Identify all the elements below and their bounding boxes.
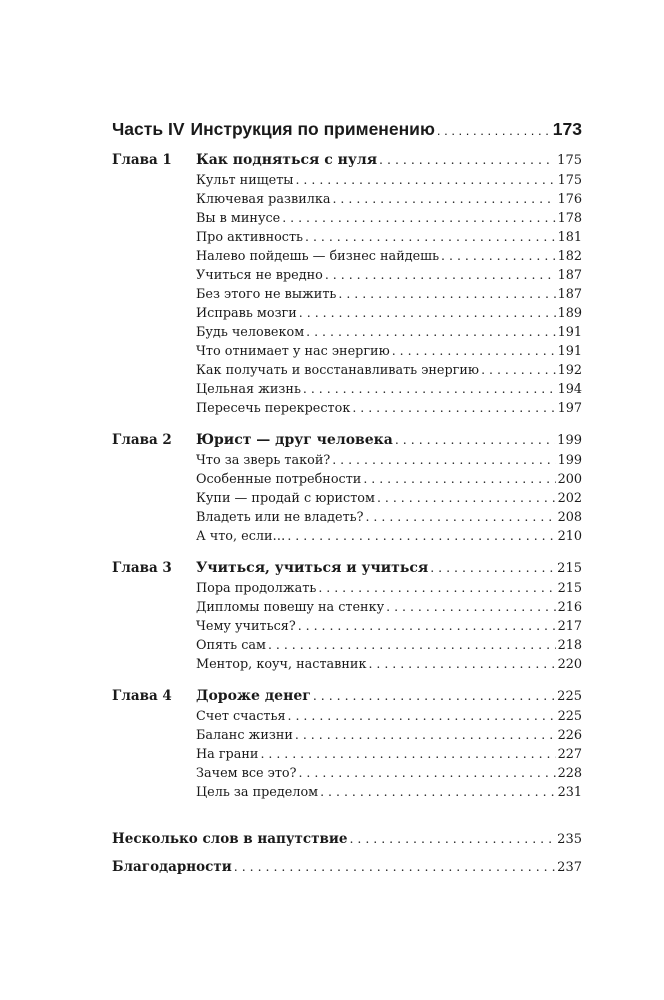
dot-leader bbox=[320, 782, 555, 801]
dot-leader bbox=[332, 450, 555, 469]
dot-leader bbox=[295, 170, 555, 189]
section-title: Без этого не выжить bbox=[196, 287, 337, 302]
dot-leader bbox=[430, 558, 555, 578]
dot-leader bbox=[368, 654, 555, 673]
chapter-block bbox=[112, 558, 582, 673]
dot-leader bbox=[260, 744, 555, 763]
final-entry-row bbox=[112, 854, 582, 880]
section-page-number: 187 bbox=[557, 287, 582, 302]
section-row bbox=[112, 360, 582, 379]
final-entry-page-number: 237 bbox=[557, 860, 582, 875]
section-page-number: 181 bbox=[557, 230, 582, 245]
part-heading-row bbox=[112, 114, 582, 144]
section-page-number: 187 bbox=[557, 268, 582, 283]
dot-leader bbox=[365, 507, 555, 526]
dot-leader bbox=[379, 150, 555, 170]
section-title: Дипломы повешу на стенку bbox=[196, 600, 385, 615]
dot-leader bbox=[395, 430, 555, 450]
dot-leader bbox=[338, 284, 555, 303]
chapter-page-number: 175 bbox=[557, 153, 582, 168]
section-row bbox=[112, 398, 582, 417]
chapter-block bbox=[112, 686, 582, 801]
section-row bbox=[112, 469, 582, 488]
dot-leader bbox=[299, 303, 556, 322]
dot-leader bbox=[234, 854, 555, 880]
dot-leader bbox=[318, 578, 555, 597]
section-page-number: 197 bbox=[557, 401, 582, 416]
section-page-number: 178 bbox=[557, 211, 582, 226]
section-row bbox=[112, 265, 582, 284]
section-row bbox=[112, 654, 582, 673]
section-title: Ключевая развилка bbox=[196, 192, 331, 207]
section-title: Будь человеком bbox=[196, 325, 305, 340]
section-title: На грани bbox=[196, 747, 259, 762]
section-title: Исправь мозги bbox=[196, 306, 297, 321]
chapter-heading-row bbox=[112, 558, 582, 578]
section-row bbox=[112, 782, 582, 801]
chapter-title: Учиться, учиться и учиться bbox=[196, 560, 429, 576]
dot-leader bbox=[288, 706, 556, 725]
final-entry-title: Несколько слов в напутствие bbox=[112, 831, 348, 847]
section-page-number: 175 bbox=[557, 173, 582, 188]
section-page-number: 215 bbox=[557, 581, 582, 596]
section-page-number: 228 bbox=[557, 766, 582, 781]
section-row bbox=[112, 246, 582, 265]
section-row bbox=[112, 725, 582, 744]
section-row bbox=[112, 189, 582, 208]
section-title: Зачем все это? bbox=[196, 766, 297, 781]
section-page-number: 191 bbox=[557, 344, 582, 359]
section-row bbox=[112, 597, 582, 616]
section-row bbox=[112, 635, 582, 654]
section-title: Пора продолжать bbox=[196, 581, 317, 596]
chapter-label: Глава 4 bbox=[112, 688, 172, 704]
section-title: Культ нищеты bbox=[196, 173, 294, 188]
section-row bbox=[112, 706, 582, 725]
dot-leader bbox=[386, 597, 555, 616]
dot-leader bbox=[441, 246, 556, 265]
section-row bbox=[112, 227, 582, 246]
section-title: Баланс жизни bbox=[196, 728, 293, 743]
section-page-number: 231 bbox=[557, 785, 582, 800]
part-page-number: 173 bbox=[552, 119, 582, 139]
section-row bbox=[112, 322, 582, 341]
part-label: Часть IV bbox=[112, 119, 185, 139]
section-row bbox=[112, 578, 582, 597]
dot-leader bbox=[325, 265, 556, 284]
section-title: Особенные потребности bbox=[196, 472, 362, 487]
dot-leader bbox=[392, 341, 556, 360]
section-page-number: 208 bbox=[557, 510, 582, 525]
dot-leader bbox=[268, 635, 556, 654]
section-row bbox=[112, 450, 582, 469]
section-page-number: 192 bbox=[557, 363, 582, 378]
section-row bbox=[112, 208, 582, 227]
dot-leader bbox=[282, 208, 555, 227]
section-row bbox=[112, 284, 582, 303]
section-page-number: 220 bbox=[557, 657, 582, 672]
section-row bbox=[112, 341, 582, 360]
section-title: Вы в минусе bbox=[196, 211, 281, 226]
section-title: Счет счастья bbox=[196, 709, 286, 724]
section-page-number: 182 bbox=[557, 249, 582, 264]
dot-leader bbox=[363, 469, 555, 488]
dot-leader bbox=[352, 398, 555, 417]
dot-leader bbox=[437, 116, 551, 146]
chapter-label: Глава 2 bbox=[112, 432, 172, 448]
dot-leader bbox=[332, 189, 555, 208]
chapter-block bbox=[112, 150, 582, 417]
final-entry-page-number: 235 bbox=[557, 832, 582, 847]
section-title: А что, если… bbox=[196, 529, 286, 544]
section-page-number: 216 bbox=[557, 600, 582, 615]
section-page-number: 217 bbox=[557, 619, 582, 634]
final-entry-row bbox=[112, 826, 582, 852]
section-title: Чему учиться? bbox=[196, 619, 296, 634]
chapter-heading-row bbox=[112, 430, 582, 450]
chapter-label: Глава 1 bbox=[112, 152, 172, 168]
chapter-title: Юрист — друг человека bbox=[196, 432, 393, 448]
section-row bbox=[112, 763, 582, 782]
section-page-number: 226 bbox=[557, 728, 582, 743]
chapter-heading-row bbox=[112, 150, 582, 170]
section-row bbox=[112, 616, 582, 635]
section-row bbox=[112, 744, 582, 763]
section-page-number: 225 bbox=[557, 709, 582, 724]
chapter-block bbox=[112, 430, 582, 545]
chapter-page-number: 225 bbox=[557, 689, 582, 704]
chapter-page-number: 199 bbox=[557, 433, 582, 448]
section-title: Купи — продай с юристом bbox=[196, 491, 375, 506]
section-page-number: 176 bbox=[557, 192, 582, 207]
dot-leader bbox=[298, 763, 555, 782]
section-row bbox=[112, 170, 582, 189]
section-title: Что за зверь такой? bbox=[196, 453, 331, 468]
section-title: Опять сам bbox=[196, 638, 266, 653]
section-row bbox=[112, 526, 582, 545]
section-title: Пересечь перекресток bbox=[196, 401, 351, 416]
dot-leader bbox=[295, 725, 556, 744]
section-page-number: 199 bbox=[557, 453, 582, 468]
table-of-contents bbox=[112, 114, 582, 882]
dot-leader bbox=[377, 488, 556, 507]
dot-leader bbox=[313, 686, 555, 706]
section-page-number: 210 bbox=[557, 529, 582, 544]
final-entry-title: Благодарности bbox=[112, 859, 232, 875]
chapter-title: Дороже денег bbox=[196, 688, 311, 704]
section-page-number: 218 bbox=[557, 638, 582, 653]
section-row bbox=[112, 379, 582, 398]
final-entries bbox=[112, 826, 582, 880]
dot-leader bbox=[305, 227, 556, 246]
section-title: Учиться не вредно bbox=[196, 268, 323, 283]
chapter-label: Глава 3 bbox=[112, 560, 172, 576]
part-title: Инструкция по применению bbox=[190, 119, 435, 139]
section-title: Как получать и восстанавливать энергию bbox=[196, 363, 480, 378]
dot-leader bbox=[298, 616, 556, 635]
dot-leader bbox=[481, 360, 556, 379]
chapter-title: Как подняться с нуля bbox=[196, 152, 378, 168]
section-row bbox=[112, 303, 582, 322]
chapter-page-number: 215 bbox=[557, 561, 582, 576]
dot-leader bbox=[287, 526, 555, 545]
chapter-heading-row bbox=[112, 686, 582, 706]
dot-leader bbox=[306, 322, 555, 341]
dot-leader bbox=[349, 826, 555, 852]
section-title: Налево пойдешь — бизнес найдешь bbox=[196, 249, 440, 264]
section-title: Владеть или не владеть? bbox=[196, 510, 364, 525]
section-row bbox=[112, 507, 582, 526]
section-page-number: 202 bbox=[557, 491, 582, 506]
dot-leader bbox=[303, 379, 556, 398]
section-page-number: 227 bbox=[557, 747, 582, 762]
section-title: Цельная жизнь bbox=[196, 382, 301, 397]
section-page-number: 191 bbox=[557, 325, 582, 340]
section-row bbox=[112, 488, 582, 507]
section-title: Что отнимает у нас энергию bbox=[196, 344, 390, 359]
section-page-number: 194 bbox=[557, 382, 582, 397]
chapter-list bbox=[112, 150, 582, 801]
section-page-number: 189 bbox=[557, 306, 582, 321]
section-title: Цель за пределом bbox=[196, 785, 319, 800]
section-page-number: 200 bbox=[557, 472, 582, 487]
section-title: Ментор, коуч, наставник bbox=[196, 657, 367, 672]
section-title: Про активность bbox=[196, 230, 304, 245]
